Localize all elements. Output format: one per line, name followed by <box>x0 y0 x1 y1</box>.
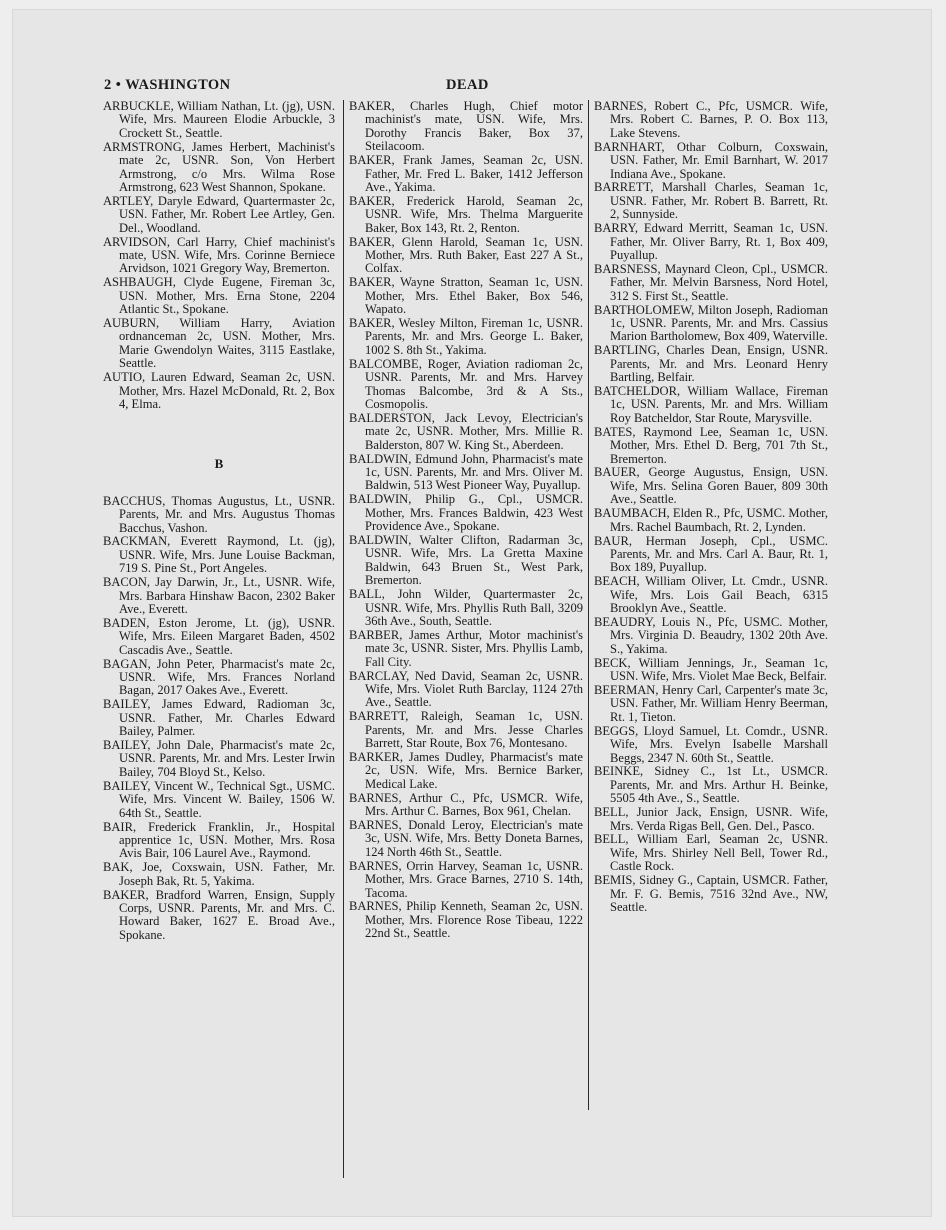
casualty-entry: BARKER, James Dudley, Pharmacist's mate 2c, USN. Wife, Mrs. Bernice Barker, Medical Lake. <box>349 750 583 791</box>
casualty-entry: BALCOMBE, Roger, Aviation radioman 2c, USNR. Parents, Mr. and Mrs. Harvey Thomas Balcombe, 3rd & A Sts., Cosmopolis. <box>349 356 583 411</box>
casualty-entry: ARMSTRONG, James Herbert, Machinist's mate 2c, USNR. Son, Von Herbert Armstrong, c/o Mrs. Wilma Rose Armstrong, 623 West Shannon, Spokane. <box>103 139 335 194</box>
casualty-entry: BAUR, Herman Joseph, Cpl., USMC. Parents, Mr. and Mrs. Carl A. Baur, Rt. 1, Box 189, Puyallup. <box>594 533 828 575</box>
page-header <box>0 75 946 95</box>
casualty-entry: BAKER, Bradford Warren, Ensign, Supply Corps, USNR. Parents, Mr. and Mrs. C. Howard Baker, 1627 E. Broad Ave., Spokane. <box>103 887 335 942</box>
casualty-entry: AUBURN, William Harry, Aviation ordnanceman 2c, USN. Mother, Mrs. Marie Gwendolyn Waites, 3115 Eastlake, Seattle. <box>103 316 335 371</box>
casualty-entry: BAILEY, John Dale, Pharmacist's mate 2c, USNR. Parents, Mr. and Mrs. Lester Irwin Bailey, 704 Bloyd St., Kelso. <box>103 738 335 779</box>
column-divider-1 <box>343 100 344 1178</box>
casualty-entry: BARNES, Robert C., Pfc, USMCR. Wife, Mrs. Robert C. Barnes, P. O. Box 113, Lake Stevens. <box>594 99 828 140</box>
casualty-entry: BAKER, Frederick Harold, Seaman 2c, USNR. Wife, Mrs. Thelma Marguerite Baker, Box 143, Rt. 2, Renton. <box>349 193 583 235</box>
casualty-entry: ARVIDSON, Carl Harry, Chief machinist's mate, USN. Wife, Mrs. Corinne Berniece Arvidson, 1021 Gregory Way, Bremerton. <box>103 234 335 276</box>
casualty-entry: BALDWIN, Walter Clifton, Radarman 3c, USNR. Wife, Mrs. La Gretta Maxine Baldwin, 643 Bruen St., West Park, Bremerton. <box>349 533 583 588</box>
casualty-entry: BALL, John Wilder, Quartermaster 2c, USNR. Wife, Mrs. Phyllis Ruth Ball, 3209 36th Ave., South, Seattle. <box>349 587 583 628</box>
casualty-entry: BALDWIN, Philip G., Cpl., USMCR. Mother, Mrs. Frances Baldwin, 423 West Providence Ave., Spokane. <box>349 492 583 534</box>
casualty-entry: BAK, Joe, Coxswain, USN. Father, Mr. Joseph Bak, Rt. 5, Yakima. <box>103 860 335 888</box>
casualty-entry: BECK, William Jennings, Jr., Seaman 1c, USN. Wife, Mrs. Violet Mae Beck, Belfair. <box>594 655 828 684</box>
state-name: WASHINGTON <box>125 77 231 93</box>
casualty-entry: BARNES, Orrin Harvey, Seaman 1c, USNR. Mother, Mrs. Grace Barnes, 2710 S. 14th, Tacoma. <box>349 858 583 900</box>
column-3 <box>594 100 828 915</box>
casualty-entry: BACKMAN, Everett Raymond, Lt. (jg), USNR. Wife, Mrs. June Louise Backman, 719 S. Pine St., Port Angeles. <box>103 534 335 576</box>
casualty-entry: BEERMAN, Henry Carl, Carpenter's mate 3c, USN. Father, Mr. William Henry Beerman, Rt. 1, Tieton. <box>594 682 828 724</box>
casualty-entry: BARTLING, Charles Dean, Ensign, USNR. Parents, Mr. and Mrs. Leonard Henry Bartling, Belfair. <box>594 343 828 385</box>
casualty-entry: BARBER, James Arthur, Motor machinist's mate 3c, USNR. Sister, Mrs. Phyllis Lamb, Fall City. <box>349 627 583 669</box>
casualty-entry: BAILEY, Vincent W., Technical Sgt., USMC. Wife, Mrs. Vincent W. Bailey, 1506 W. 64th St., Seattle. <box>103 778 335 820</box>
casualty-entry: BAKER, Frank James, Seaman 2c, USN. Father, Mr. Fred L. Baker, 1412 Jefferson Ave., Yakima. <box>349 153 583 194</box>
casualty-entry: BEINKE, Sidney C., 1st Lt., USMCR. Parents, Mr. and Mrs. Arthur H. Beinke, 5505 4th Ave., S., Seattle. <box>594 764 828 806</box>
casualty-entry: BARRETT, Marshall Charles, Seaman 1c, USNR. Father, Mr. Robert B. Barrett, Rt. 2, Sunnyside. <box>594 180 828 222</box>
casualty-entry: BARNES, Philip Kenneth, Seaman 2c, USN. Mother, Mrs. Florence Rose Tibeau, 1222 22nd St., Seattle. <box>349 899 583 941</box>
casualty-entry: BALDERSTON, Jack Levoy, Electrician's mate 2c, USNR. Mother, Mrs. Millie R. Balderston, 807 W. King St., Aberdeen. <box>349 410 583 452</box>
casualty-entry: ARTLEY, Daryle Edward, Quartermaster 2c, USN. Father, Mr. Robert Lee Artley, Gen. Del., Woodland. <box>103 193 335 235</box>
casualty-entry: BAKER, Wesley Milton, Fireman 1c, USNR. Parents, Mr. and Mrs. George L. Baker, 1002 S. 8th St., Yakima. <box>349 316 583 357</box>
casualty-entry: BARNHART, Othar Colburn, Coxswain, USN. Father, Mr. Emil Barnhart, W. 2017 Indiana Ave., Spokane. <box>594 139 828 181</box>
casualty-entry: BARCLAY, Ned David, Seaman 2c, USNR. Wife, Mrs. Violet Ruth Barclay, 1124 27th Ave., Seattle. <box>349 668 583 710</box>
casualty-entry: BALDWIN, Edmund John, Pharmacist's mate 1c, USN. Parents, Mr. and Mrs. Oliver M. Baldwin, 513 West Pioneer Way, Puyallup. <box>349 451 583 493</box>
casualty-entry: ARBUCKLE, William Nathan, Lt. (jg), USN. Wife, Mrs. Maureen Elodie Arbuckle, 3 Crockett St., Seattle. <box>103 99 335 140</box>
casualty-entry: BAIR, Frederick Franklin, Jr., Hospital apprentice 1c, USN. Mother, Mrs. Rosa Avis Bair, 106 Laurel Ave., Raymond. <box>103 819 335 861</box>
running-head-left <box>104 77 230 94</box>
header-bullet: • <box>115 77 122 93</box>
casualty-entry: BAUER, George Augustus, Ensign, USN. Wife, Mrs. Selina Goren Bauer, 809 30th Ave., Seattle. <box>594 465 828 507</box>
casualty-entry: ASHBAUGH, Clyde Eugene, Fireman 3c, USN. Mother, Mrs. Erna Stone, 2204 Atlantic St., Spokane. <box>103 275 335 317</box>
casualty-entry: BAKER, Charles Hugh, Chief motor machinist's mate, USN. Wife, Mrs. Dorothy Francis Baker, Box 37, Steilacoom. <box>349 99 583 154</box>
casualty-entry: BEACH, William Oliver, Lt. Cmdr., USNR. Wife, Mrs. Lois Gail Beach, 6315 Brooklyn Ave., Seattle. <box>594 574 828 616</box>
column-1 <box>103 100 335 943</box>
casualty-entry: BARRETT, Raleigh, Seaman 1c, USN. Parents, Mr. and Mrs. Jesse Charles Barrett, Star Route, Box 76, Montesano. <box>349 709 583 751</box>
casualty-entry: BARRY, Edward Merritt, Seaman 1c, USN. Father, Mr. Oliver Barry, Rt. 1, Box 409, Puyallup. <box>594 221 828 262</box>
column-divider-2 <box>588 100 589 1110</box>
casualty-entry: BEAUDRY, Louis N., Pfc, USMC. Mother, Mrs. Virginia D. Beaudry, 1302 20th Ave. S., Yakima. <box>594 614 828 656</box>
casualty-entry: BAGAN, John Peter, Pharmacist's mate 2c, USNR. Wife, Mrs. Frances Norland Bagan, 2017 Oakes Ave., Everett. <box>103 656 335 698</box>
casualty-entry: BAUMBACH, Elden R., Pfc, USMC. Mother, Mrs. Rachel Baumbach, Rt. 2, Lynden. <box>594 506 828 534</box>
section-letter: B <box>214 456 224 472</box>
column-2 <box>349 100 583 941</box>
casualty-entry: BAKER, Wayne Stratton, Seaman 1c, USN. Mother, Mrs. Ethel Baker, Box 546, Wapato. <box>349 275 583 317</box>
page-number: 2 <box>104 77 112 93</box>
casualty-entry: BELL, William Earl, Seaman 2c, USNR. Wife, Mrs. Shirley Nell Bell, Tower Rd., Castle Rock. <box>594 832 828 874</box>
casualty-entry: BEMIS, Sidney G., Captain, USMCR. Father, Mr. F. G. Bemis, 7516 32nd Ave., NW, Seattle. <box>594 873 828 914</box>
casualty-entry: BEGGS, Lloyd Samuel, Lt. Comdr., USNR. Wife, Mrs. Evelyn Isabelle Marshall Beggs, 2347 N. 60th St., Seattle. <box>594 723 828 765</box>
casualty-entry: BAKER, Glenn Harold, Seaman 1c, USN. Mother, Mrs. Ruth Baker, East 227 A St., Colfax. <box>349 234 583 276</box>
casualty-entry: BACON, Jay Darwin, Jr., Lt., USNR. Wife, Mrs. Barbara Hinshaw Bacon, 2302 Baker Ave., Everett. <box>103 575 335 616</box>
casualty-entry: BARNES, Donald Leroy, Electrician's mate 3c, USN. Wife, Mrs. Betty Doneta Barnes, 124 North 46th St., Seattle. <box>349 818 583 859</box>
casualty-entry: BATES, Raymond Lee, Seaman 1c, USN. Mother, Mrs. Ethel D. Berg, 701 7th St., Bremerton. <box>594 424 828 466</box>
casualty-entry: BACCHUS, Thomas Augustus, Lt., USNR. Parents, Mr. and Mrs. Augustus Thomas Bacchus, Vashon. <box>103 493 335 535</box>
casualty-entry: BELL, Junior Jack, Ensign, USNR. Wife, Mrs. Verda Rigas Bell, Gen. Del., Pasco. <box>594 805 828 833</box>
casualty-entry: BATCHELDOR, William Wallace, Fireman 1c, USN. Parents, Mr. and Mrs. William Roy Batcheldor, Star Route, Marysville. <box>594 384 828 425</box>
category-heading: DEAD <box>446 77 489 93</box>
casualty-entry: BADEN, Eston Jerome, Lt. (jg), USNR. Wife, Mrs. Eileen Margaret Baden, 4502 Cascadis Ave., Seattle. <box>103 615 335 657</box>
casualty-entry: AUTIO, Lauren Edward, Seaman 2c, USN. Mother, Mrs. Hazel McDonald, Rt. 2, Box 4, Elma. <box>103 370 335 411</box>
casualty-entry: BARSNESS, Maynard Cleon, Cpl., USMCR. Father, Mr. Melvin Barsness, Nord Hotel, 312 S. First St., Seattle. <box>594 261 828 303</box>
casualty-entry: BARNES, Arthur C., Pfc, USMCR. Wife, Mrs. Arthur C. Barnes, Box 961, Chelan. <box>349 790 583 819</box>
casualty-entry: BAILEY, James Edward, Radioman 3c, USNR. Father, Mr. Charles Edward Bailey, Palmer. <box>103 697 335 739</box>
casualty-entry: BARTHOLOMEW, Milton Joseph, Radioman 1c, USNR. Parents, Mr. and Mrs. Cassius Marion Bartholomew, Box 409, Waterville. <box>594 302 828 344</box>
